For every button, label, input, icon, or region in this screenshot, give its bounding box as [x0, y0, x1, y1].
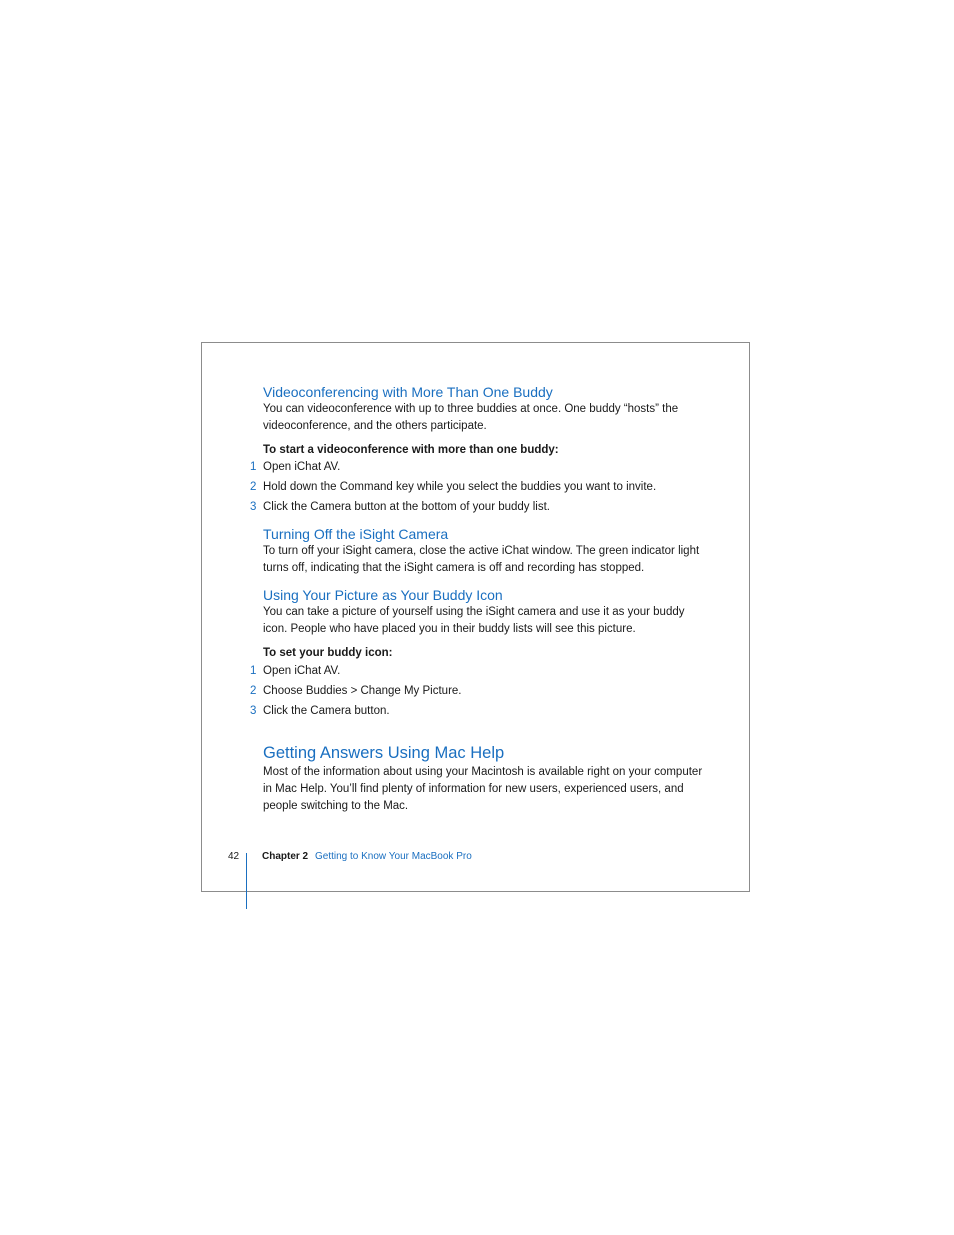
footer-divider — [246, 853, 247, 909]
list-item — [250, 703, 708, 720]
steps-videoconference — [250, 459, 708, 516]
body-buddy-icon: You can take a picture of yourself using the iSight camera and use it as your buddy icon. People who have placed you in their buddy lists will see this picture. — [263, 606, 685, 635]
step-text: Click the Camera button. — [263, 705, 390, 717]
body-isight-off: To turn off your iSight camera, close the active iChat window. The green indicator light turns off, indicating that the iSight camera is off and recording has stopped. — [263, 545, 700, 574]
step-text: Hold down the Command key while you select the buddies you want to invite. — [263, 481, 657, 493]
step-text: Open iChat AV. — [263, 665, 341, 677]
list-item — [250, 459, 708, 476]
heading-mac-help: Getting Answers Using Mac Help — [263, 744, 505, 762]
step-number: 2 — [250, 481, 257, 493]
task-set-buddy-icon: To set your buddy icon: — [263, 647, 393, 659]
page-number: 42 — [228, 851, 240, 862]
heading-videoconferencing-multiple: Videoconferencing with More Than One Buddy — [263, 384, 553, 400]
step-text: Open iChat AV. — [263, 461, 341, 473]
page-content — [250, 383, 708, 815]
chapter-label: Chapter 2 — [262, 851, 309, 862]
list-item — [250, 663, 708, 680]
chapter-title: Getting to Know Your MacBook Pro — [315, 851, 472, 862]
step-text: Choose Buddies > Change My Picture. — [263, 685, 462, 697]
heading-buddy-icon: Using Your Picture as Your Buddy Icon — [263, 587, 503, 603]
list-item — [250, 479, 708, 496]
step-number: 3 — [250, 501, 257, 513]
list-item — [250, 499, 708, 516]
list-item — [250, 683, 708, 700]
steps-buddy-icon — [250, 663, 708, 720]
step-number: 3 — [250, 705, 257, 717]
step-number: 2 — [250, 685, 257, 697]
page-footer — [0, 850, 954, 870]
step-text: Click the Camera button at the bottom of your buddy list. — [263, 501, 551, 513]
body-mac-help: Most of the information about using your Macintosh is available right on your computer in Mac Help. You’ll find plenty of information for new users, experienced users, and people switching to the Mac. — [263, 766, 703, 812]
heading-isight-off: Turning Off the iSight Camera — [263, 526, 449, 542]
task-start-videoconference: To start a videoconference with more than one buddy: — [263, 444, 559, 456]
step-number: 1 — [250, 665, 257, 677]
step-number: 1 — [250, 461, 257, 473]
body-videoconferencing-multiple: You can videoconference with up to three buddies at once. One buddy “hosts” the videoconference, and the others participate. — [263, 403, 679, 432]
